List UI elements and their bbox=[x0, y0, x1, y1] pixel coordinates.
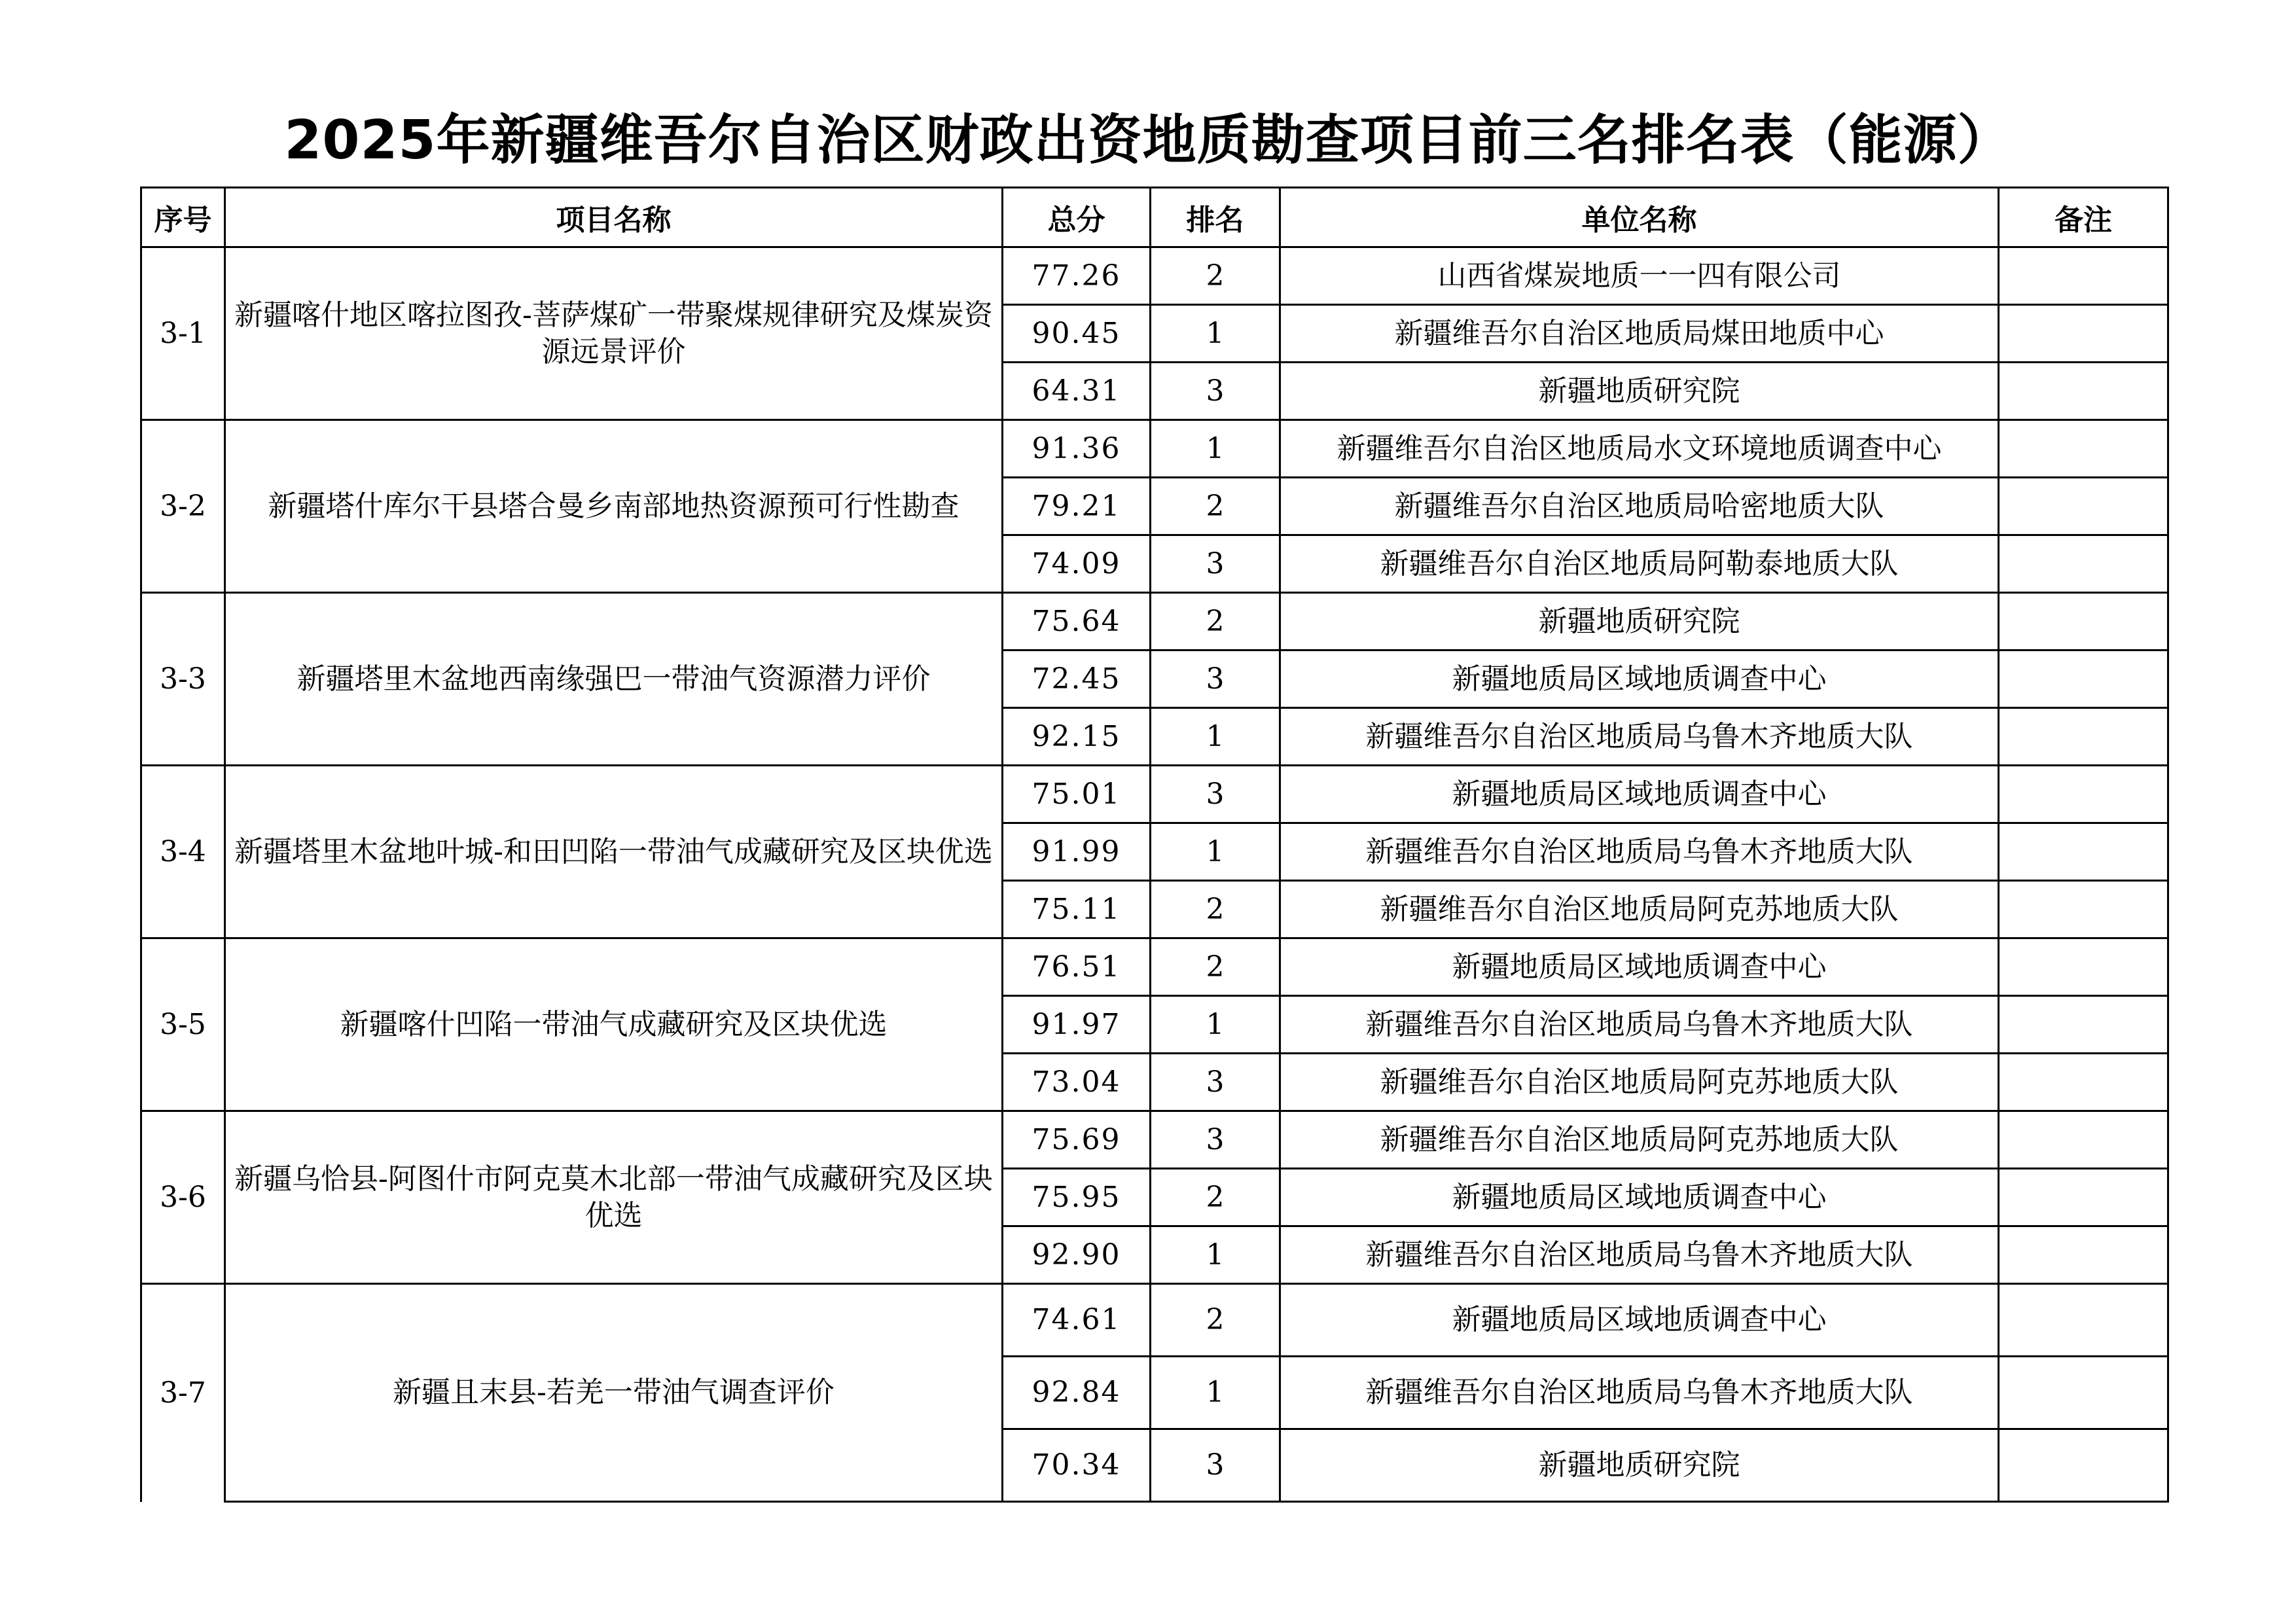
unit-name: 新疆维吾尔自治区地质局阿克苏地质大队 bbox=[1280, 1111, 1999, 1169]
rank-value: 3 bbox=[1151, 1054, 1280, 1111]
project-name: 新疆乌恰县-阿图什市阿克莫木北部一带油气成藏研究及区块优选 bbox=[225, 1111, 1003, 1284]
note-cell bbox=[1999, 1357, 2168, 1429]
project-name: 新疆且末县-若羌一带油气调查评价 bbox=[225, 1284, 1003, 1502]
rank-value: 1 bbox=[1151, 1226, 1280, 1284]
total-score: 75.01 bbox=[1003, 766, 1151, 823]
unit-name: 新疆维吾尔自治区地质局乌鲁木齐地质大队 bbox=[1280, 996, 1999, 1054]
rank-value: 3 bbox=[1151, 535, 1280, 593]
project-name: 新疆塔里木盆地西南缘强巴一带油气资源潜力评价 bbox=[225, 593, 1003, 766]
rank-value: 1 bbox=[1151, 1357, 1280, 1429]
note-cell bbox=[1999, 1226, 2168, 1284]
rank-value: 3 bbox=[1151, 363, 1280, 420]
project-number: 3-2 bbox=[141, 420, 225, 593]
total-score: 90.45 bbox=[1003, 305, 1151, 363]
total-score: 92.84 bbox=[1003, 1357, 1151, 1429]
unit-name: 新疆维吾尔自治区地质局阿勒泰地质大队 bbox=[1280, 535, 1999, 593]
note-cell bbox=[1999, 478, 2168, 535]
unit-name: 新疆地质局区域地质调查中心 bbox=[1280, 938, 1999, 996]
project-number: 3-6 bbox=[141, 1111, 225, 1284]
total-score: 91.97 bbox=[1003, 996, 1151, 1054]
total-score: 74.09 bbox=[1003, 535, 1151, 593]
total-score: 91.99 bbox=[1003, 823, 1151, 881]
note-cell bbox=[1999, 247, 2168, 305]
rank-value: 2 bbox=[1151, 247, 1280, 305]
unit-name: 新疆维吾尔自治区地质局阿克苏地质大队 bbox=[1280, 881, 1999, 938]
rank-value: 2 bbox=[1151, 478, 1280, 535]
header-unit: 单位名称 bbox=[1280, 188, 1999, 247]
note-cell bbox=[1999, 535, 2168, 593]
rank-value: 1 bbox=[1151, 996, 1280, 1054]
total-score: 75.95 bbox=[1003, 1169, 1151, 1226]
project-number: 3-1 bbox=[141, 247, 225, 420]
project-number: 3-4 bbox=[141, 766, 225, 938]
note-cell bbox=[1999, 1284, 2168, 1357]
project-name: 新疆喀什凹陷一带油气成藏研究及区块优选 bbox=[225, 938, 1003, 1111]
rank-value: 3 bbox=[1151, 766, 1280, 823]
rank-value: 3 bbox=[1151, 651, 1280, 708]
total-score: 92.15 bbox=[1003, 708, 1151, 766]
total-score: 70.34 bbox=[1003, 1429, 1151, 1502]
project-number: 3-7 bbox=[141, 1284, 225, 1502]
unit-name: 新疆维吾尔自治区地质局乌鲁木齐地质大队 bbox=[1280, 1357, 1999, 1429]
table-row bbox=[141, 766, 2168, 823]
unit-name: 新疆维吾尔自治区地质局乌鲁木齐地质大队 bbox=[1280, 1226, 1999, 1284]
unit-name: 新疆地质局区域地质调查中心 bbox=[1280, 1284, 1999, 1357]
total-score: 91.36 bbox=[1003, 420, 1151, 478]
rank-value: 1 bbox=[1151, 708, 1280, 766]
rank-value: 2 bbox=[1151, 1284, 1280, 1357]
unit-name: 新疆地质研究院 bbox=[1280, 1429, 1999, 1502]
rank-value: 1 bbox=[1151, 420, 1280, 478]
rank-value: 2 bbox=[1151, 938, 1280, 996]
note-cell bbox=[1999, 651, 2168, 708]
table-row bbox=[141, 1111, 2168, 1169]
total-score: 75.11 bbox=[1003, 881, 1151, 938]
total-score: 92.90 bbox=[1003, 1226, 1151, 1284]
table-header-row bbox=[141, 188, 2168, 247]
note-cell bbox=[1999, 593, 2168, 651]
unit-name: 新疆维吾尔自治区地质局哈密地质大队 bbox=[1280, 478, 1999, 535]
total-score: 79.21 bbox=[1003, 478, 1151, 535]
table-row bbox=[141, 1284, 2168, 1357]
unit-name: 新疆地质局区域地质调查中心 bbox=[1280, 1169, 1999, 1226]
note-cell bbox=[1999, 305, 2168, 363]
rank-value: 3 bbox=[1151, 1111, 1280, 1169]
note-cell bbox=[1999, 1169, 2168, 1226]
total-score: 74.61 bbox=[1003, 1284, 1151, 1357]
project-name: 新疆塔里木盆地叶城-和田凹陷一带油气成藏研究及区块优选 bbox=[225, 766, 1003, 938]
ranking-table bbox=[140, 187, 2169, 1503]
note-cell bbox=[1999, 708, 2168, 766]
header-project: 项目名称 bbox=[225, 188, 1003, 247]
note-cell bbox=[1999, 996, 2168, 1054]
unit-name: 新疆维吾尔自治区地质局乌鲁木齐地质大队 bbox=[1280, 708, 1999, 766]
table-row bbox=[141, 593, 2168, 651]
unit-name: 新疆维吾尔自治区地质局水文环境地质调查中心 bbox=[1280, 420, 1999, 478]
note-cell bbox=[1999, 1111, 2168, 1169]
note-cell bbox=[1999, 420, 2168, 478]
total-score: 75.69 bbox=[1003, 1111, 1151, 1169]
total-score: 73.04 bbox=[1003, 1054, 1151, 1111]
note-cell bbox=[1999, 1429, 2168, 1502]
total-score: 72.45 bbox=[1003, 651, 1151, 708]
table-body bbox=[141, 247, 2168, 1502]
header-rank: 排名 bbox=[1151, 188, 1280, 247]
unit-name: 新疆地质研究院 bbox=[1280, 363, 1999, 420]
rank-value: 1 bbox=[1151, 823, 1280, 881]
unit-name: 新疆地质局区域地质调查中心 bbox=[1280, 651, 1999, 708]
table-row bbox=[141, 420, 2168, 478]
unit-name: 新疆维吾尔自治区地质局乌鲁木齐地质大队 bbox=[1280, 823, 1999, 881]
rank-value: 3 bbox=[1151, 1429, 1280, 1502]
project-number: 3-5 bbox=[141, 938, 225, 1111]
note-cell bbox=[1999, 823, 2168, 881]
project-name: 新疆塔什库尔干县塔合曼乡南部地热资源预可行性勘查 bbox=[225, 420, 1003, 593]
note-cell bbox=[1999, 766, 2168, 823]
table-row bbox=[141, 247, 2168, 305]
rank-value: 2 bbox=[1151, 593, 1280, 651]
page-title: 2025年新疆维吾尔自治区财政出资地质勘查项目前三名排名表（能源） bbox=[284, 109, 2012, 171]
rank-value: 2 bbox=[1151, 1169, 1280, 1226]
rank-value: 2 bbox=[1151, 881, 1280, 938]
note-cell bbox=[1999, 938, 2168, 996]
unit-name: 新疆地质局区域地质调查中心 bbox=[1280, 766, 1999, 823]
note-cell bbox=[1999, 363, 2168, 420]
total-score: 64.31 bbox=[1003, 363, 1151, 420]
table-row bbox=[141, 938, 2168, 996]
total-score: 76.51 bbox=[1003, 938, 1151, 996]
project-name: 新疆喀什地区喀拉图孜-菩萨煤矿一带聚煤规律研究及煤炭资源远景评价 bbox=[225, 247, 1003, 420]
unit-name: 新疆维吾尔自治区地质局阿克苏地质大队 bbox=[1280, 1054, 1999, 1111]
header-no: 序号 bbox=[141, 188, 225, 247]
unit-name: 新疆维吾尔自治区地质局煤田地质中心 bbox=[1280, 305, 1999, 363]
unit-name: 山西省煤炭地质一一四有限公司 bbox=[1280, 247, 1999, 305]
note-cell bbox=[1999, 1054, 2168, 1111]
header-note: 备注 bbox=[1999, 188, 2168, 247]
note-cell bbox=[1999, 881, 2168, 938]
header-score: 总分 bbox=[1003, 188, 1151, 247]
project-number: 3-3 bbox=[141, 593, 225, 766]
rank-value: 1 bbox=[1151, 305, 1280, 363]
total-score: 77.26 bbox=[1003, 247, 1151, 305]
unit-name: 新疆地质研究院 bbox=[1280, 593, 1999, 651]
total-score: 75.64 bbox=[1003, 593, 1151, 651]
ranking-table-container bbox=[140, 187, 2169, 1503]
